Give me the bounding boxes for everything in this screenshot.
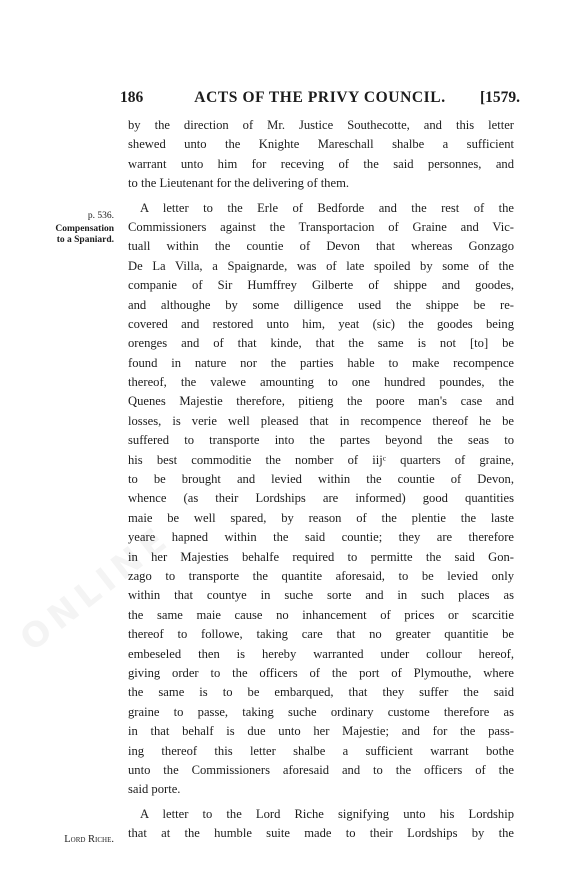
text-line: A letter to the Lord Riche signifying unto his Lordship — [140, 806, 514, 821]
text-line: companie of Sir Humffrey Gilberte of shippe and goodes, — [128, 278, 514, 293]
text-line: maie be well spared, by reason of the plentie the laste — [128, 510, 514, 525]
text-line: to the Lieutenant for the delivering of them. — [128, 176, 350, 191]
margin-note-line: to a Spaniard. — [56, 235, 114, 245]
text-line: the same maie cause no inhancement of prices or scarcitie — [128, 607, 514, 622]
text-line: embeseled then is hereby warranted under collour hereof, — [128, 646, 514, 661]
text-line: thereof to followe, taking care that no greater quantitie be — [128, 627, 514, 642]
text-line: whence (as their Lordships are informed) good quantities — [128, 491, 514, 506]
text-line: suffered to transporte into the partes beyond the seas to — [128, 433, 514, 448]
text-line: unto the Commissioners aforesaid and to the officers of the — [128, 762, 514, 777]
text-line: within that countye in suche sorte and in such places as — [128, 588, 514, 603]
text-line: orenges and of that kinde, that the same is not [to] be — [128, 336, 514, 351]
text-line: graine to passe, taking suche ordinary custome therefore as — [128, 704, 514, 719]
text-line: in that behalf is due unto her Majestie; and for the pass- — [128, 724, 514, 739]
text-line: losses, is verie well pleased that in recompence thereof he be — [128, 413, 514, 428]
margin-note-line: Compensation — [55, 224, 114, 234]
text-line: by the direction of Mr. Justice Southecotte, and this letter — [128, 118, 514, 132]
text-line: said porte. — [128, 782, 181, 797]
text-line: shewed unto the Knighte Mareschall shalbe a sufficient — [128, 137, 514, 152]
text-line: found in nature nor the parties hable to make recompence — [128, 355, 514, 370]
text-line: De La Villa, a Spaignarde, was of late spoiled by some of the — [128, 258, 514, 273]
text-line: the same is to be embarqued, that they suffer the said — [128, 685, 514, 700]
text-line: Quenes Majestie therefore, pitieng the poore man's case and — [128, 394, 514, 409]
text-line: covered and restored unto him, yeat (sic) the goodes being — [128, 316, 514, 331]
text-line: zago to transporte the quantite aforesaid, to be levied only — [128, 568, 514, 583]
text-line: A letter to the Erle of Bedforde and the rest of the — [140, 200, 514, 215]
paragraph-2 — [128, 199, 514, 800]
text-line: tuall within the countie of Devon that whereas Gonzago — [128, 239, 514, 254]
text-line: giving order to the officers of the port of Plymouthe, where — [128, 665, 514, 680]
text-line: ing thereof this letter shalbe a sufficient warrant bothe — [128, 743, 514, 758]
margin-page-ref: p. 536. — [87, 211, 114, 221]
margin-note-lord-riche: Lord Riche. — [64, 834, 114, 845]
text-line: warrant unto him for receving of the said personnes, and — [128, 156, 514, 171]
watermark: ONLINE — [12, 517, 179, 660]
text-line: and althoughe by some dilligence used the shippe be re- — [128, 297, 514, 312]
text-line: that at the humble suite made to their Lordships by the — [128, 826, 514, 841]
page-number: 186 — [120, 89, 144, 106]
running-title: ACTS OF THE PRIVY COUNCIL. — [194, 89, 446, 106]
text-line: Commissioners against the Transportacion of Graine and Vic- — [128, 219, 514, 234]
text-line: thereof, the valewe amounting to one hundred poundes, the — [128, 375, 514, 390]
paragraph-1 — [128, 116, 514, 194]
text-line: his best commoditie the nomber of iijᶜ quarters of graine, — [128, 452, 514, 467]
margin-note-compensation — [14, 224, 114, 246]
year-label: [1579. — [479, 89, 520, 106]
text-line: in her Majesties behalfe required to permitte the said Gon- — [128, 549, 514, 564]
paragraph-3 — [128, 805, 514, 844]
page-body — [128, 116, 514, 843]
text-line: to be brought and levied within the countie of Devon, — [128, 472, 514, 487]
running-header — [120, 89, 520, 109]
text-line: yeare hapned within the said countie; they are therefore — [128, 530, 514, 545]
